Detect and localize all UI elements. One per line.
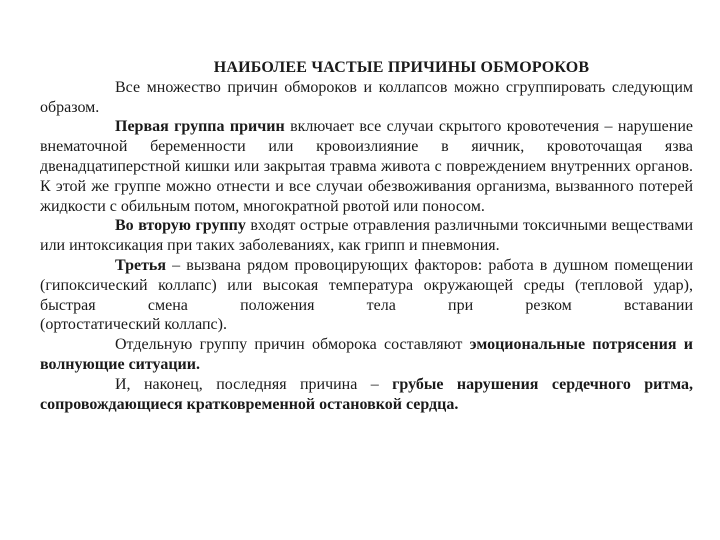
group5-bold: грубые нарушения сердечного ритма, сопровождающиеся кратковременной остановкой сердца. [40,375,693,413]
document-page [40,58,693,414]
group3-lead: Третья [115,256,167,274]
document-title: НАИБОЛЕЕ ЧАСТЫЕ ПРИЧИНЫ ОБМОРОКОВ [213,59,590,76]
group3-text: – вызвана рядом провоцирующих факторов: работа в душном помещении (гипоксический коллапс) или высокая температура окружающей среды (тепловой удар), быстрая смена положения тела при резком вставании [40,256,693,314]
group4-text: Отдельную группу причин обморока составляют [115,336,470,354]
group1-paragraph [40,117,693,216]
group2-paragraph [40,216,693,256]
group3-paragraph-end [40,315,693,335]
group4-bold: эмоциональные потрясения и волнующие ситуации. [40,336,694,373]
group5-text: И, наконец, последняя причина – [115,375,393,393]
group4-paragraph [40,335,693,375]
group1-lead: Первая группа причин [115,118,285,136]
intro-paragraph: Все множество причин обмороков и коллапсов можно сгруппировать следующим образом. [40,78,693,116]
group5-paragraph [40,375,693,415]
group2-text: входят острые отравления различными токсичными веществами или интоксикация при таких заболеваниях, как грипп и пневмония. [40,217,693,255]
group2-lead: Во вторую группу [115,217,246,235]
group3-paragraph [40,256,693,315]
group3-text-end: (ортостатический коллапс). [40,316,227,334]
group1-text: включает все случаи скрытого кровотечения – нарушение внематочной беременности или кровоизлияние в яичник, кровоточащая язва двенадцатиперстной кишки или закрытая травма живота с повреждением внутренних органов. К этой же группе можно отнести и все случаи обезвоживания организма, вызванного потерей жидкости с обильным потом, многократной рвотой или поносом. [40,118,694,215]
